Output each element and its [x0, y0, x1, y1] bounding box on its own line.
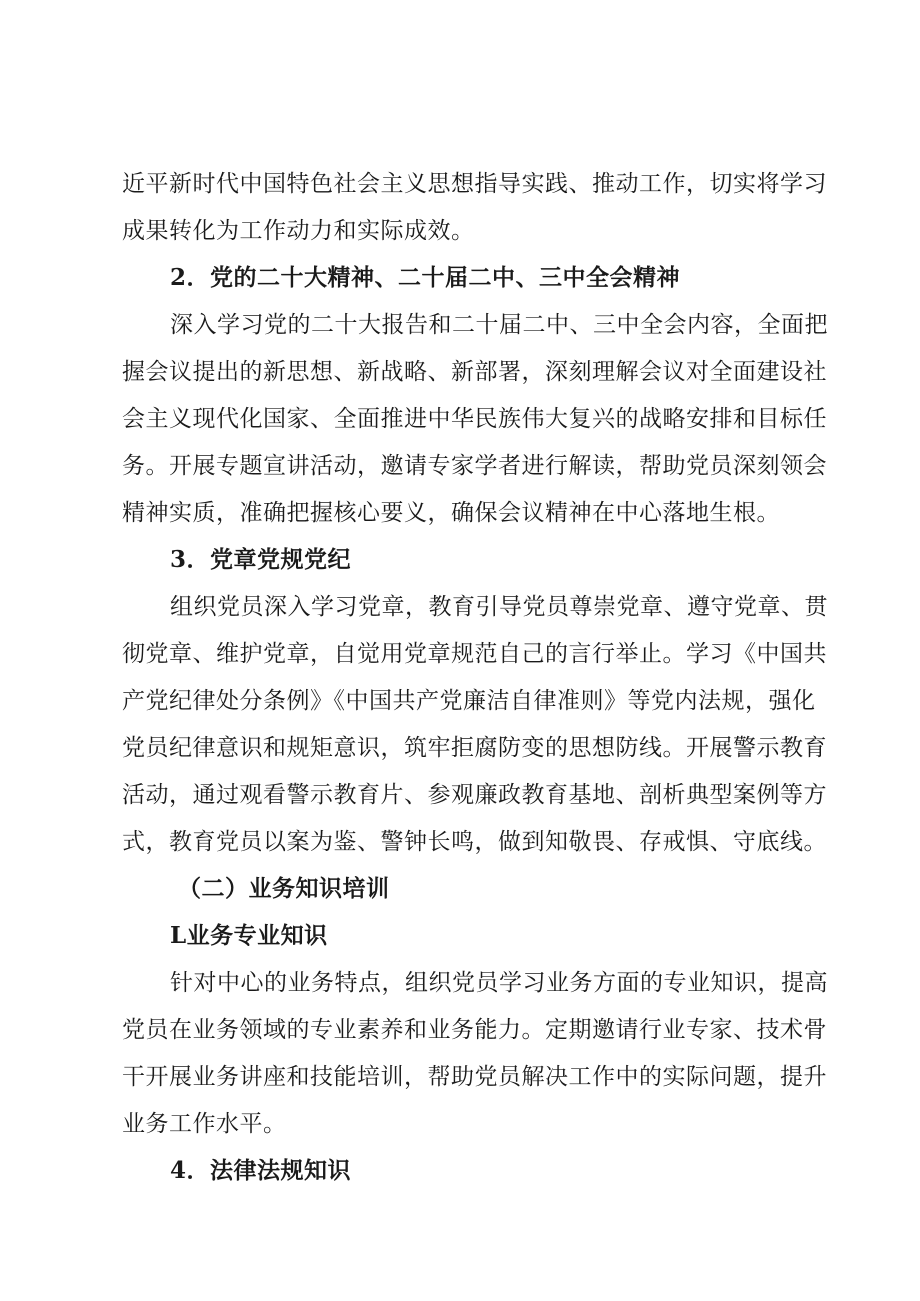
paragraph-line: 彻党章、维护党章，自觉用党章规范自己的言行举止。学习《中国共	[122, 641, 827, 667]
paragraph-line: 针对中心的业务特点，组织党员学习业务方面的专业知识，提高	[170, 970, 828, 996]
paragraph-line: 会主义现代化国家、全面推进中华民族伟大复兴的战略安排和目标任	[122, 406, 827, 432]
section-heading-business-training: （二）业务知识培训	[178, 875, 390, 902]
subsection-heading-professional: L业务专业知识	[170, 922, 328, 949]
paragraph-line: 党员纪律意识和规矩意识，筑牢拒腐防变的思想防线。开展警示教育	[122, 735, 827, 761]
paragraph-line: 组织党员深入学习党章，教育引导党员尊崇党章、遵守党章、贯	[170, 594, 828, 620]
paragraph-line: 式，教育党员以案为鉴、警钟长鸣，做到知敬畏、存戒惧、守底线。	[122, 829, 827, 855]
paragraph-line: 活动，通过观看警示教育片、参观廉政教育基地、剖析典型案例等方	[122, 782, 827, 808]
paragraph-line: 业务工作水平。	[122, 1111, 287, 1137]
paragraph-line: 近平新时代中国特色社会主义思想指导实践、推动工作，切实将学习	[122, 171, 827, 197]
section-heading-3: 3．党章党规党纪	[170, 546, 352, 573]
paragraph-line: 产党纪律处分条例》《中国共产党廉洁自律准则》等党内法规，强化	[122, 688, 816, 714]
paragraph-line: 党员在业务领域的专业素养和业务能力。定期邀请行业专家、技术骨	[122, 1017, 827, 1043]
section-heading-2: 2．党的二十大精神、二十届二中、三中全会精神	[170, 264, 681, 291]
paragraph-line: 握会议提出的新思想、新战略、新部署，深刻理解会议对全面建设社	[122, 359, 827, 385]
paragraph-line: 成果转化为工作动力和实际成效。	[122, 218, 475, 244]
paragraph-line: 干开展业务讲座和技能培训，帮助党员解决工作中的实际问题，提升	[122, 1064, 827, 1090]
paragraph-line: 精神实质，准确把握核心要义，确保会议精神在中心落地生根。	[122, 500, 780, 526]
section-heading-4: 4．法律法规知识	[170, 1157, 352, 1184]
paragraph-line: 深入学习党的二十大报告和二十届二中、三中全会内容，全面把	[170, 312, 828, 338]
paragraph-line: 务。开展专题宣讲活动，邀请专家学者进行解读，帮助党员深刻领会	[122, 453, 827, 479]
